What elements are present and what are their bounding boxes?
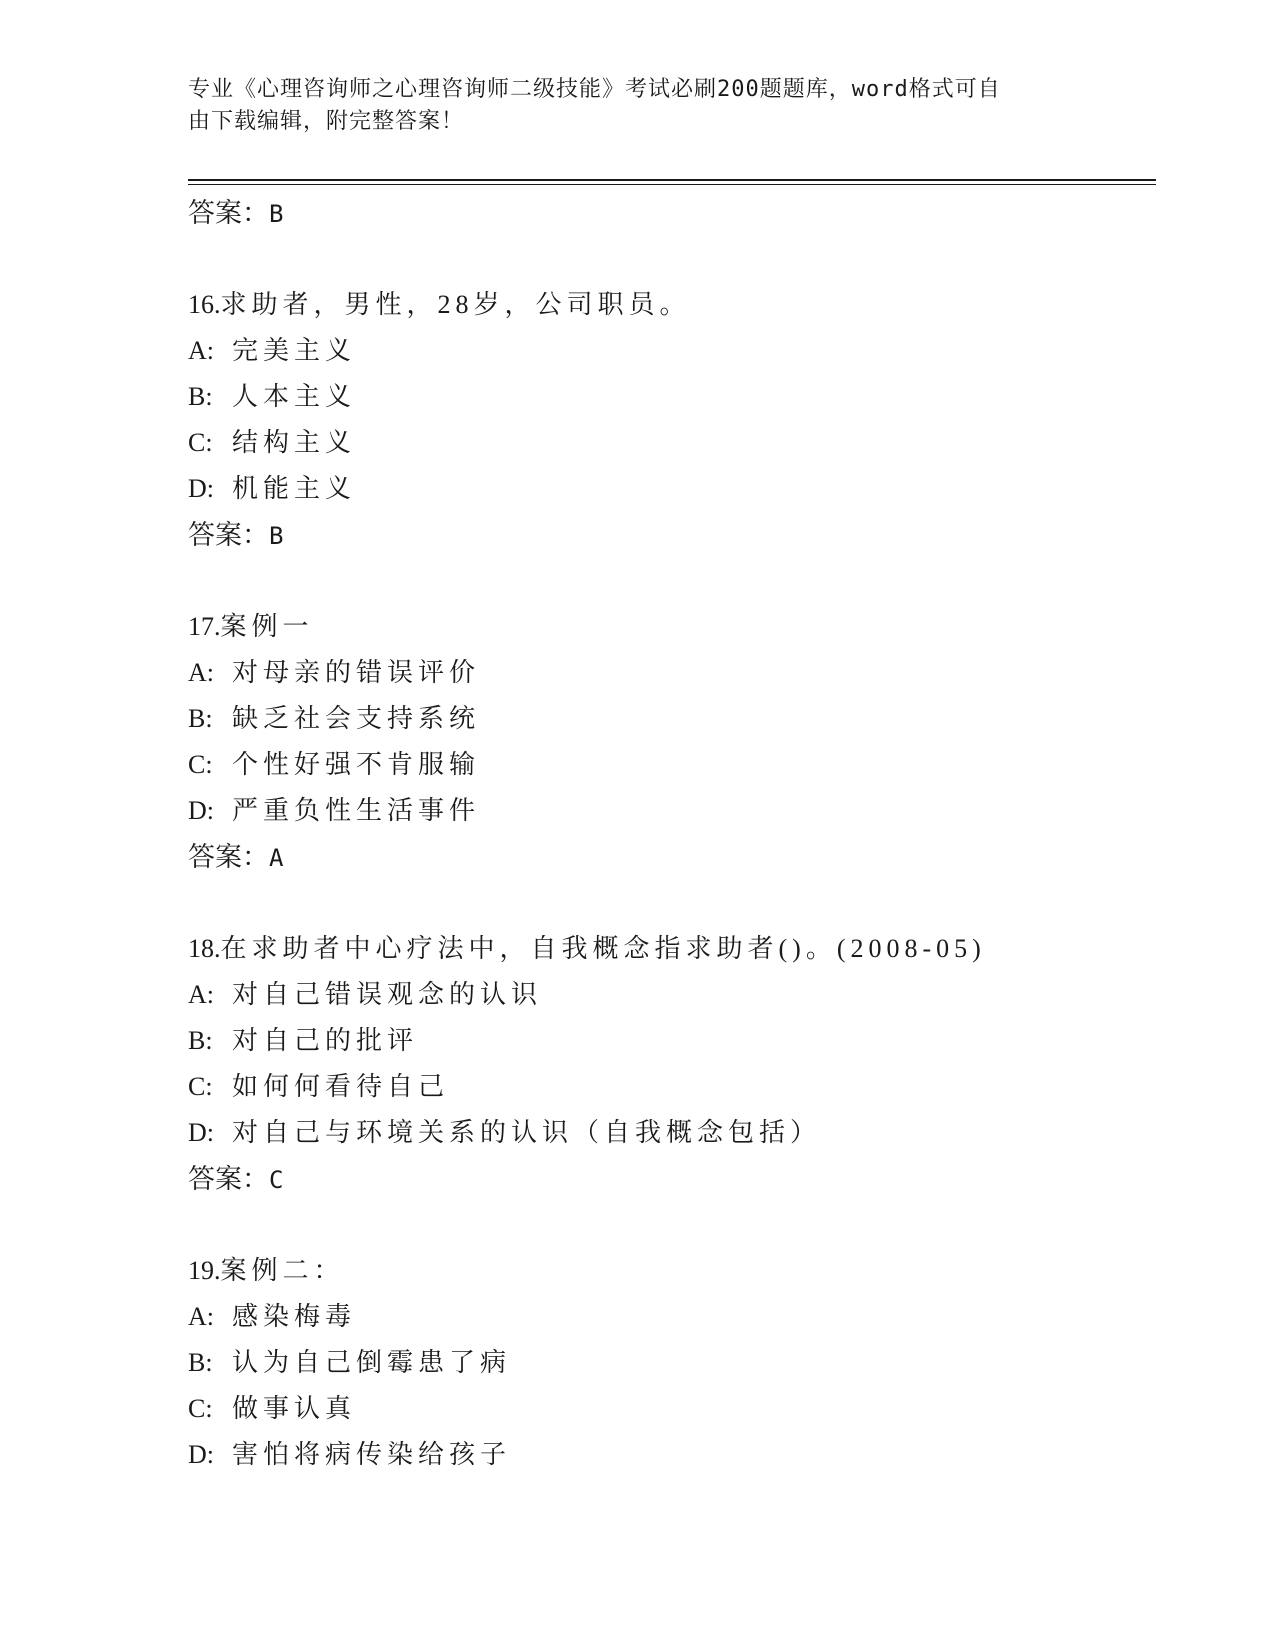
question-18 — [188, 926, 1148, 972]
answer-value: C — [269, 1166, 284, 1194]
option-a — [188, 1294, 1148, 1340]
option-b — [188, 696, 1148, 742]
question-17 — [188, 604, 1148, 650]
option-b — [188, 374, 1148, 420]
answer-line — [188, 1156, 1148, 1202]
answer-value: A — [269, 844, 284, 872]
option-a — [188, 650, 1148, 696]
question-text: 案例二： — [220, 1256, 345, 1285]
question-text: 案例一 — [220, 612, 314, 641]
option-text: 人本主义 — [232, 382, 357, 411]
option-key: C: — [188, 750, 213, 779]
answer-line — [188, 512, 1148, 558]
option-key: D: — [188, 474, 214, 503]
option-text: 个性好强不肯服输 — [232, 750, 481, 779]
option-d — [188, 788, 1148, 834]
question-list — [188, 190, 1148, 1478]
option-key: B: — [188, 1348, 213, 1377]
question-number: 19. — [188, 1256, 221, 1285]
answer-label: 答案： — [188, 1164, 269, 1194]
option-b — [188, 1340, 1148, 1386]
question-19 — [188, 1248, 1148, 1294]
option-key: B: — [188, 1026, 213, 1055]
option-c — [188, 420, 1148, 466]
option-text: 对自己与环境关系的认识（自我概念包括） — [232, 1118, 822, 1147]
option-text: 对自己的批评 — [232, 1026, 419, 1055]
option-key: D: — [188, 1440, 214, 1469]
option-text: 机能主义 — [232, 474, 357, 503]
answer-line — [188, 190, 1148, 236]
option-c — [188, 1386, 1148, 1432]
option-text: 结构主义 — [232, 428, 357, 457]
question-text: 求助者，男性，28岁，公司职员。 — [220, 290, 691, 319]
answer-label: 答案： — [188, 198, 269, 228]
option-b — [188, 1018, 1148, 1064]
option-a — [188, 328, 1148, 374]
option-text: 缺乏社会支持系统 — [232, 704, 481, 733]
document-header — [188, 74, 1068, 138]
option-text: 感染梅毒 — [232, 1302, 357, 1331]
answer-label: 答案： — [188, 842, 269, 872]
header-line-1: 专业《心理咨询师之心理咨询师二级技能》考试必刷200题题库，word格式可自 — [188, 77, 1001, 102]
option-d — [188, 1110, 1148, 1156]
question-text: 在求助者中心疗法中，自我概念指求助者()。(2008-05) — [220, 934, 986, 963]
option-key: B: — [188, 382, 213, 411]
option-key: C: — [188, 1394, 213, 1423]
question-number: 18. — [188, 934, 221, 963]
option-text: 对母亲的错误评价 — [232, 658, 481, 687]
answer-label: 答案： — [188, 520, 269, 550]
option-d — [188, 466, 1148, 512]
header-rule-thick — [188, 179, 1156, 181]
header-rule-thin — [188, 184, 1156, 185]
option-key: A: — [188, 336, 214, 365]
option-key: A: — [188, 1302, 214, 1331]
option-text: 如何何看待自己 — [232, 1072, 450, 1101]
option-text: 完美主义 — [232, 336, 357, 365]
option-key: D: — [188, 796, 214, 825]
option-a — [188, 972, 1148, 1018]
header-line-2: 由下载编辑，附完整答案！ — [188, 109, 465, 134]
option-c — [188, 1064, 1148, 1110]
option-text: 认为自己倒霉患了病 — [232, 1348, 512, 1377]
option-text: 严重负性生活事件 — [232, 796, 481, 825]
option-text: 害怕将病传染给孩子 — [232, 1440, 512, 1469]
option-key: B: — [188, 704, 213, 733]
answer-value: B — [269, 522, 284, 550]
question-16 — [188, 282, 1148, 328]
option-key: C: — [188, 1072, 213, 1101]
option-key: D: — [188, 1118, 214, 1147]
question-number: 17. — [188, 612, 221, 641]
option-text: 做事认真 — [232, 1394, 357, 1423]
option-text: 对自己错误观念的认识 — [232, 980, 543, 1009]
question-number: 16. — [188, 290, 221, 319]
answer-line — [188, 834, 1148, 880]
option-c — [188, 742, 1148, 788]
answer-value: B — [269, 200, 284, 228]
option-key: A: — [188, 980, 214, 1009]
option-key: C: — [188, 428, 213, 457]
option-d — [188, 1432, 1148, 1478]
option-key: A: — [188, 658, 214, 687]
